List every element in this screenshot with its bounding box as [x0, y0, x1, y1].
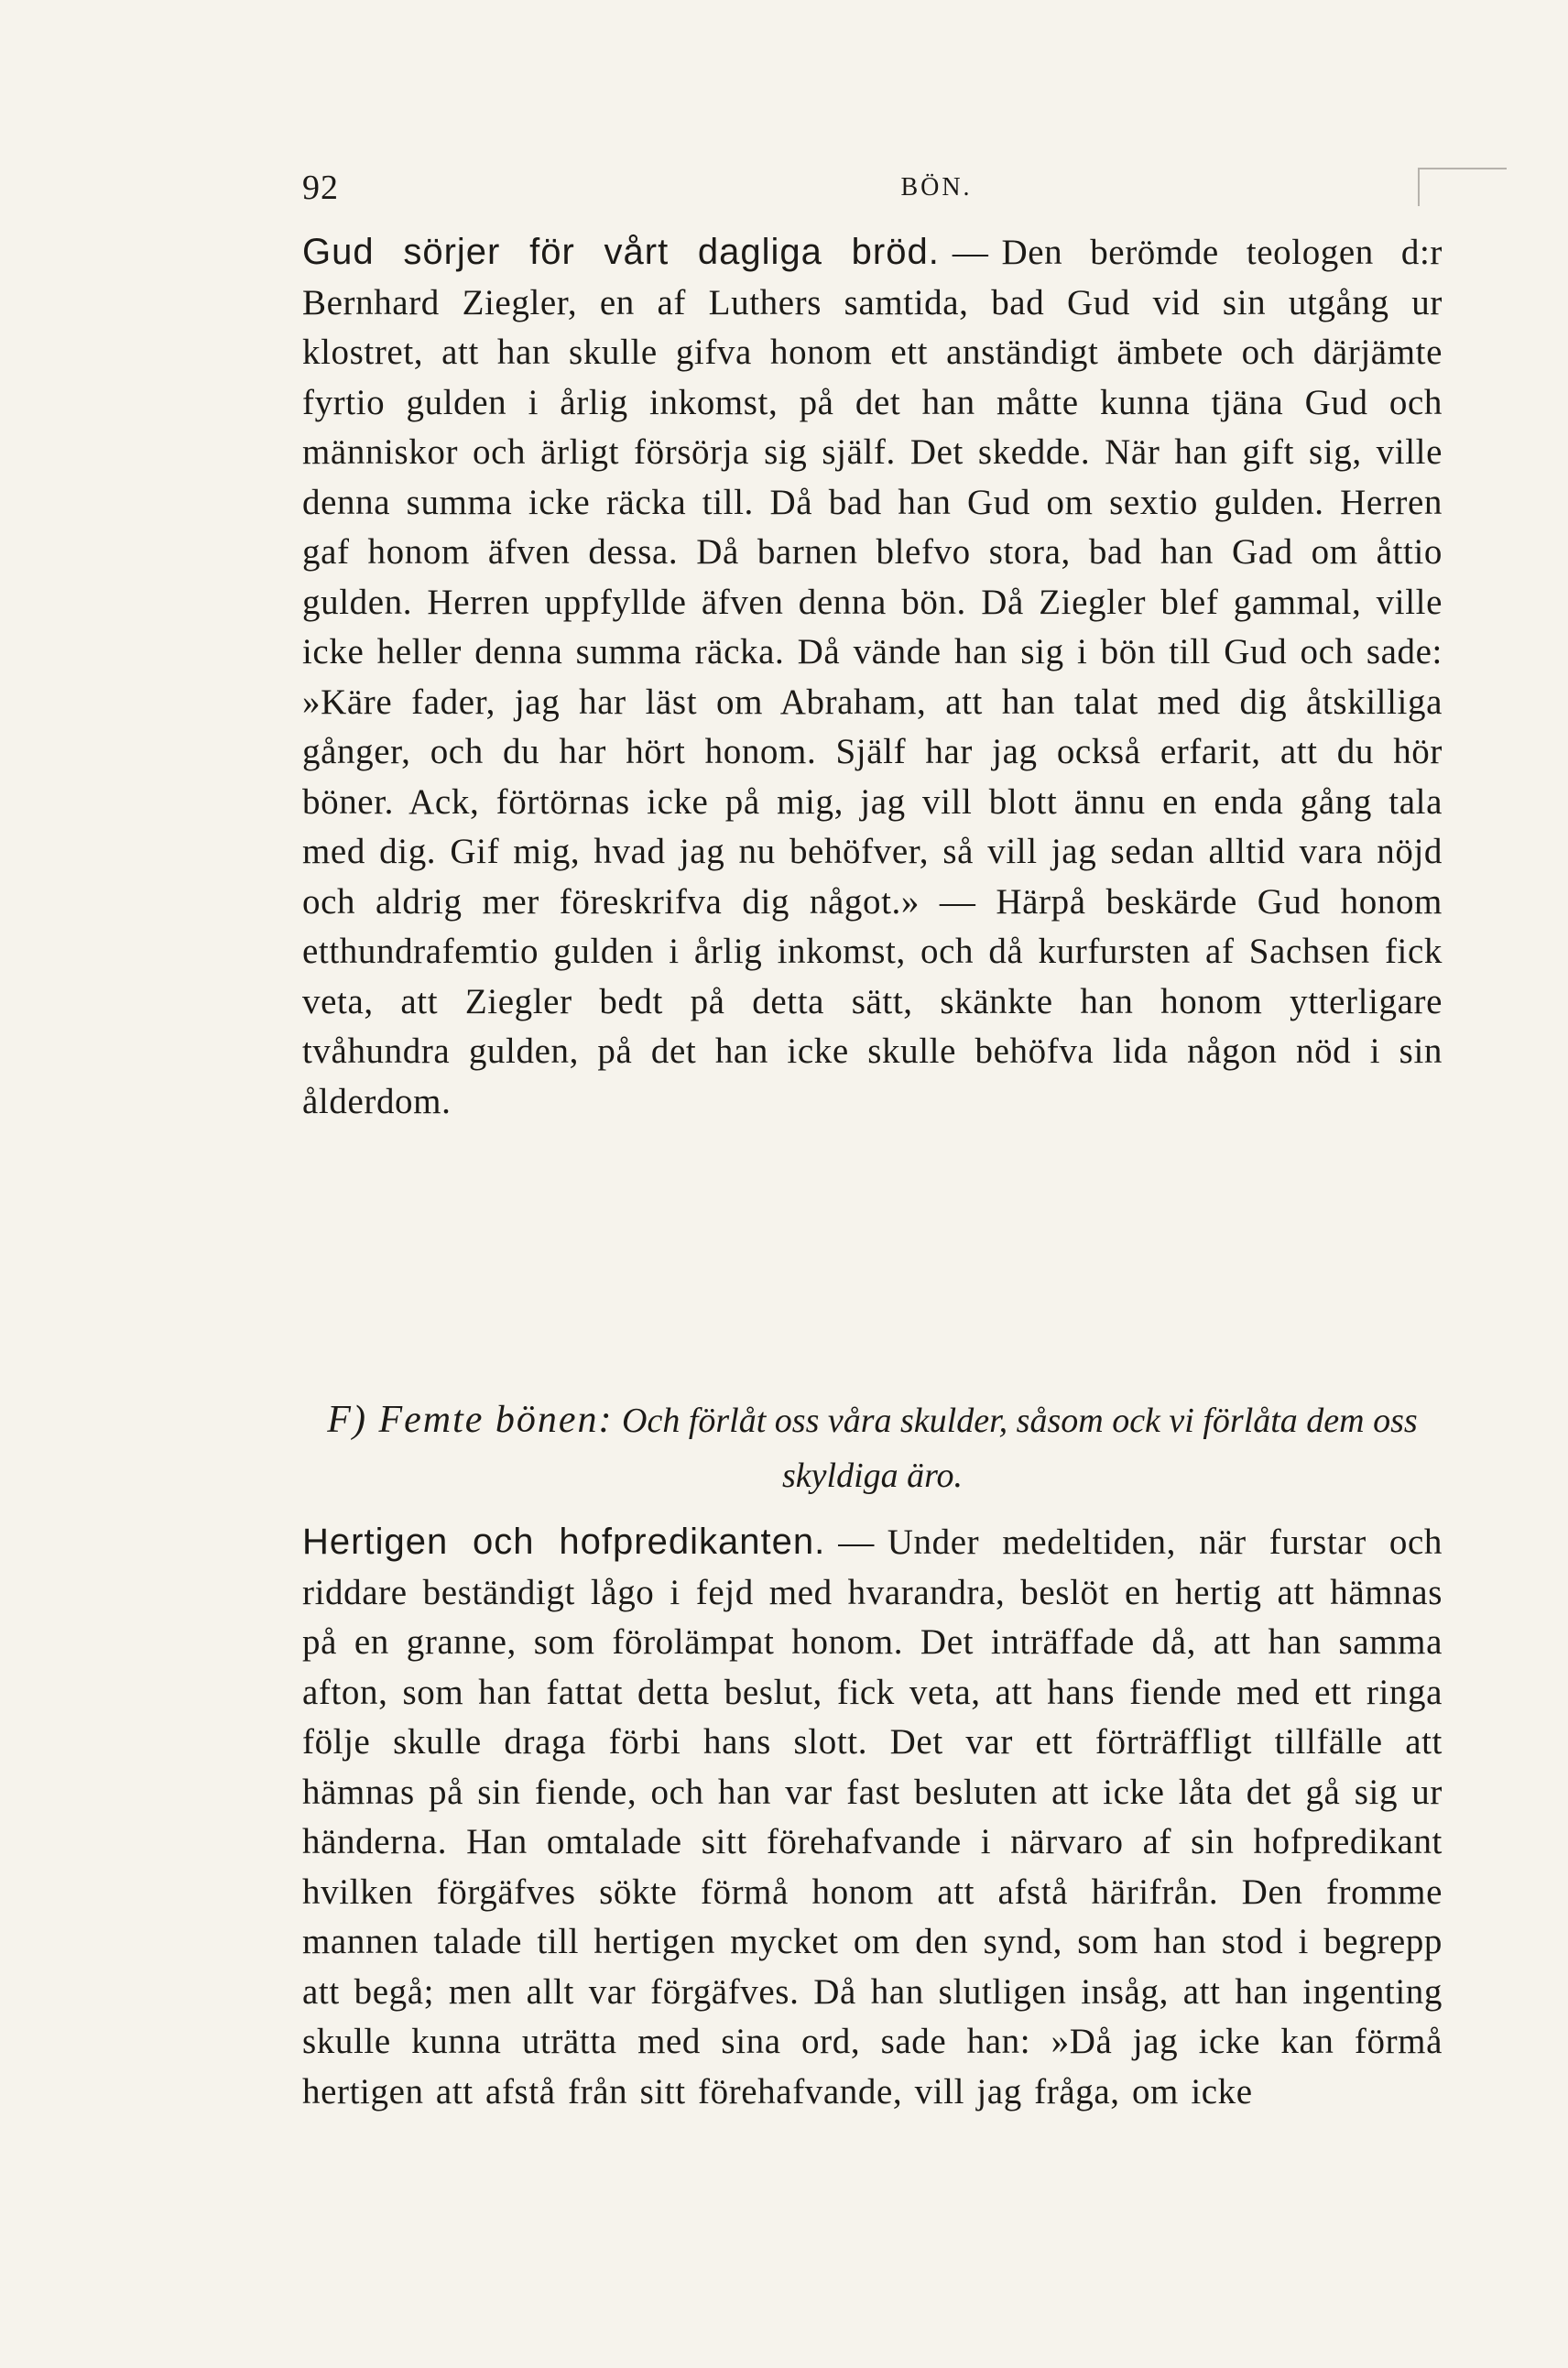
em-dash: —: [952, 233, 989, 272]
story-gud-sorjer: [302, 227, 1443, 1127]
story-hertigen: [302, 1517, 1443, 2117]
petition-text: Och förlåt oss våra skulder, såsom ock vi förlåta dem oss skyldiga äro.: [622, 1402, 1418, 1495]
page-header: [302, 168, 1443, 223]
em-dash: —: [838, 1522, 875, 1562]
story-body: Den berömde teologen d:r Bernhard Ziegler, en af Luthers samtida, bad Gud vid sin utgång ur klostret, att han skulle gifva honom ett anständigt ämbete och därjämte fyrtio gulden i årlig inkomst, på det han måtte kunna tjäna Gud och människor och ärligt försörja sig själf. Det skedde. När han gift sig, ville denna summa icke räcka till. Då bad han Gud om sextio gulden. Herren gaf honom äfven dessa. Då barnen blefvo stora, bad han Gad om åttio gulden. Herren uppfyllde äfven denna bön. Då Ziegler blef gammal, ville icke heller denna summa räcka. Då vände han sig i bön till Gud och sade: »Käre fader, jag har läst om Abraham, att han talat med dig åtskilliga gånger, och du har hört honom. Själf har jag också erfarit, att du hör böner. Ack, förtörnas icke på mig, jag vill blott ännu en enda gång tala med dig. Gif mig, hvad jag nu behöfver, så vill jag sedan alltid vara nöjd och aldrig mer föreskrifva dig något.» — Härpå beskärde Gud honom etthundrafemtio gulden i årlig inkomst, och då kurfursten af Sachsen fick veta, att Ziegler bedt på detta sätt, skänkte han honom ytterligare tvåhundra gulden, på det han icke skulle behöfva lida någon nöd i sin ålderdom.: [302, 233, 1443, 1121]
story-paragraph: [302, 227, 1443, 1127]
running-head: BÖN.: [900, 173, 973, 202]
story-title: Hertigen och hofpredikanten.: [302, 1522, 826, 1562]
book-page: [302, 0, 1443, 2368]
petition-line: [302, 1392, 1443, 1503]
story-title: Gud sörjer för vårt dagliga bröd.: [302, 232, 940, 272]
paper-corner-mark: [1418, 168, 1507, 206]
petition-heading: [302, 1392, 1443, 1503]
story-paragraph: [302, 1517, 1443, 2117]
page-number: 92: [302, 169, 339, 207]
petition-label: F) Femte bönen:: [327, 1399, 614, 1441]
story-body: Under medeltiden, när furstar och riddare beständigt lågo i fejd med hvarandra, beslöt en hertig att hämnas på en granne, som förolämpat honom. Det inträffade då, att han samma afton, som han fattat detta beslut, fick veta, att hans fiende med ett ringa följe skulle draga förbi hans slott. Det var ett förträffligt tillfälle att hämnas på sin fiende, och han var fast besluten att icke låta det gå sig ur händerna. Han omtalade sitt förehafvande i närvaro af sin hofpredikant hvilken förgäfves sökte förmå honom att afstå härifrån. Den fromme mannen talade till hertigen mycket om den synd, som han stod i begrepp att begå; men allt var förgäfves. Då han slutligen insåg, att han ingenting skulle kunna uträtta med sina ord, sade han: »Då jag icke kan förmå hertigen att afstå från sitt förehafvande, vill jag fråga, om icke: [302, 1522, 1443, 2112]
